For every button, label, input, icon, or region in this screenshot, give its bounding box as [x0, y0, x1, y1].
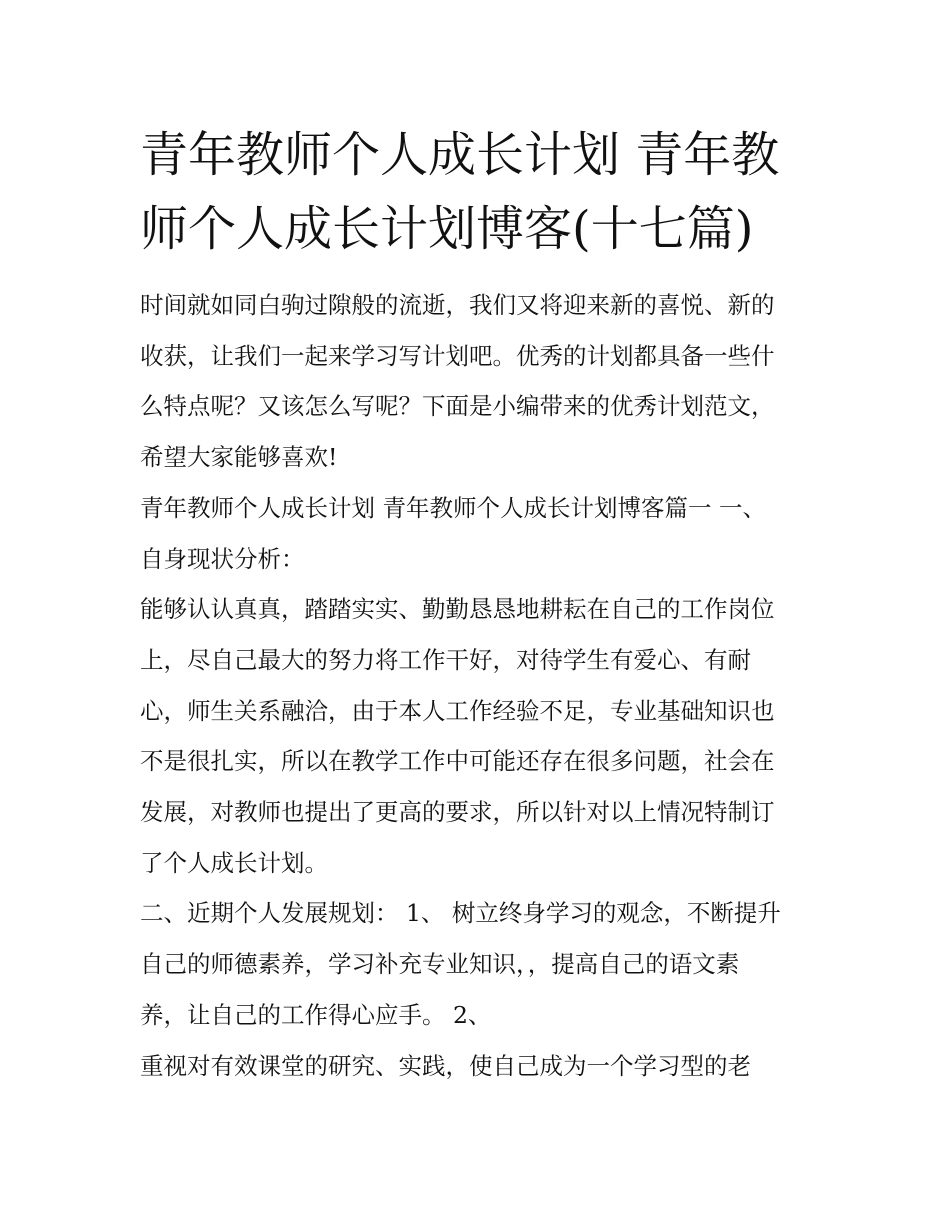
text-line: 重视对有效课堂的研究、实践，使自己成为一个学习型的老	[140, 1051, 751, 1080]
text-line: 二、近期个人发展规划： 1、 树立终身学习的观念，不断提升	[140, 899, 781, 928]
text-line: 发展，对教师也提出了更高的要求，所以针对以上情况特制订	[140, 798, 775, 827]
paragraph-intro	[140, 280, 820, 483]
text-line: 养，让自己的工作得心应手。 2、	[140, 1000, 492, 1029]
text-line: 了个人成长计划。	[140, 848, 328, 877]
text-line: 时间就如同白驹过隙般的流逝，我们又将迎来新的喜悦、新的	[140, 291, 775, 319]
paragraph-classroom-research	[140, 1041, 820, 1092]
paragraph-self-analysis	[140, 584, 820, 888]
text-line: 自身现状分析：	[140, 544, 305, 573]
text-line: 心，师生关系融洽，由于本人工作经验不足，专业基础知识也	[140, 696, 775, 725]
title-line: 师个人成长计划博客(十七篇)	[140, 201, 754, 257]
document-title	[140, 118, 820, 266]
document-body	[140, 280, 820, 1091]
text-line: 不是很扎实，所以在教学工作中可能还存在很多问题，社会在	[140, 747, 775, 776]
paragraph-section-heading	[140, 483, 820, 584]
text-line: 么特点呢？又该怎么写呢？下面是小编带来的优秀计划范文，	[140, 392, 775, 421]
text-line: 自己的师德素养，学习补充专业知识，，提高自己的语文素	[140, 950, 740, 979]
paragraph-development-plan	[140, 888, 820, 1040]
text-line: 收获，让我们一起来学习写计划吧。优秀的计划都具备一些什	[140, 341, 775, 370]
text-line: 能够认认真真，踏踏实实、勤勤恳恳地耕耘在自己的工作岗位	[140, 595, 775, 624]
text-line: 青年教师个人成长计划 青年教师个人成长计划博客篇一 一、	[140, 493, 766, 522]
text-line: 希望大家能够喜欢!	[140, 443, 338, 472]
title-line: 青年教师个人成长计划 青年教	[140, 127, 780, 183]
text-line: 上，尽自己最大的努力将工作干好，对待学生有爱心、有耐	[140, 645, 751, 674]
